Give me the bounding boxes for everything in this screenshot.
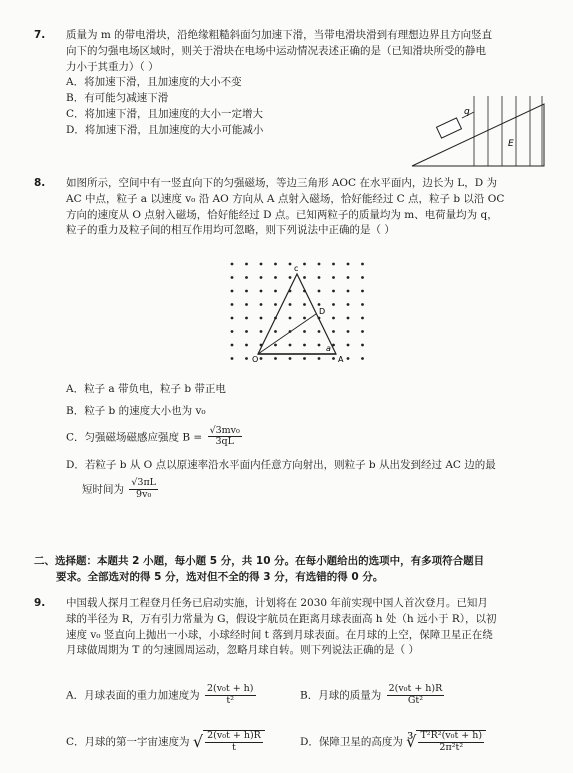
field-dot — [347, 344, 350, 347]
q9-option-a — [66, 684, 326, 707]
numerator: √3πL — [131, 477, 156, 489]
incline-field-figure — [408, 92, 548, 172]
q7-option-a: A．将加速下滑，且加速度的大小不变 — [66, 76, 242, 89]
field-dot — [231, 263, 234, 266]
q9-option-d-text: D．保障卫星的高度为 — [300, 735, 403, 748]
field-dot — [289, 263, 292, 266]
q8-stem-line-3: 方向的速度从 O 点射入磁场，恰好能经过 D 点。已知两粒子的质量均为 m、电荷量均为 q， — [66, 208, 498, 221]
field-dot — [347, 263, 350, 266]
field-dot — [303, 263, 306, 266]
figure-label-e: E — [508, 139, 514, 149]
field-dot — [361, 303, 364, 306]
field-dot — [332, 317, 335, 320]
q9-option-b-text: B．月球的质量为 — [300, 689, 382, 702]
sqrt: √ $\frac{\text{2(v₀t + h)R}}{t}$ — [193, 730, 265, 754]
field-dot — [303, 276, 306, 279]
field-dot — [245, 330, 248, 333]
numerator: √3mv₀ — [209, 424, 240, 436]
denominator: 9v₀ — [136, 489, 152, 501]
field-dot — [231, 344, 234, 347]
q9-option-a-text: A．月球表面的重力加速度为 — [66, 689, 200, 702]
q8-option-b: B．粒子 b 的速度大小也为 v₀ — [66, 404, 206, 417]
q7-stem-line-1: 质量为 m 的带电滑块，沿绝缘粗糙斜面匀加速下滑，当带电滑块滑到有理想边界且方向竖直 — [66, 29, 493, 41]
numerator: 2(v₀t + h) — [206, 683, 254, 694]
trajectory-b — [258, 314, 316, 354]
field-dot — [231, 290, 234, 293]
label-a: A — [338, 355, 344, 364]
field-dot — [347, 303, 350, 306]
fraction — [387, 684, 445, 707]
field-dot — [289, 276, 292, 279]
q7-option-d: D．将加速下滑，且加速度的大小可能减小 — [66, 123, 264, 136]
fraction — [129, 478, 158, 501]
label-o: O — [252, 355, 259, 364]
q8-stem-line-4: 粒子的重力及粒子间的相互作用均可忽略，则下列说法中正确的是（ ） — [66, 224, 395, 237]
q8-stem-line-1: 如图所示，空间中有一竖直向下的匀强磁场，等边三角形 AOC 在水平面内，边长为 L，D 为 — [66, 177, 497, 189]
q9-stem-line-4: 月球做周期为 T 的匀速圆周运动，忽略月球自转。则下列说法正确的是（ ） — [66, 644, 420, 657]
field-dot — [361, 317, 364, 320]
field-dot — [274, 263, 277, 266]
numerator: 2(v₀t + h)R — [388, 683, 443, 694]
triangle-magnetic-field-figure — [222, 256, 372, 368]
field-dot — [332, 263, 335, 266]
q9-option-b — [300, 684, 540, 707]
question-number: 8. — [34, 177, 46, 189]
fraction — [205, 731, 263, 754]
field-dot — [274, 330, 277, 333]
field-dot — [318, 276, 321, 279]
q8-option-c — [66, 426, 549, 449]
field-dot — [318, 344, 321, 347]
field-dot — [274, 344, 277, 347]
field-dot — [274, 290, 277, 293]
denominator: t — [232, 741, 236, 753]
q9-stem-line-2: 球的半径为 R，万有引力常量为 G，假设宇航员在距离月球表面高 h 处（h 远小于 R），以初 — [66, 612, 497, 625]
field-dot — [303, 317, 306, 320]
field-dot — [303, 303, 306, 306]
q9-option-c — [66, 730, 326, 754]
field-dot — [318, 290, 321, 293]
field-dot — [274, 276, 277, 279]
field-dot — [274, 357, 277, 360]
field-dot — [361, 344, 364, 347]
numerator: 2(v₀t + h)R — [207, 730, 261, 741]
fraction — [208, 426, 242, 449]
field-dot — [245, 276, 248, 279]
field-dot — [361, 290, 364, 293]
field-dot — [245, 303, 248, 306]
field-dot — [260, 357, 263, 360]
field-dot — [347, 276, 350, 279]
field-dot — [260, 330, 263, 333]
field-dot — [347, 290, 350, 293]
field-dot — [260, 317, 263, 320]
field-dot — [361, 276, 364, 279]
field-dot — [361, 330, 364, 333]
section-2-line-1: 二、选择题：本题共 2 小题，每小题 5 分，共 10 分。在每小题给出的选项中，有多项符合题目 — [34, 555, 485, 567]
question-number: 9. — [34, 597, 46, 609]
field-dot — [361, 263, 364, 266]
label-d: D — [319, 307, 326, 316]
q9-stem-line-1: 中国载人探月工程登月任务已启动实施，计划将在 2030 年前实现中国人首次登月。已知月 — [66, 597, 488, 609]
field-dot — [245, 357, 248, 360]
field-dot — [332, 303, 335, 306]
field-dot — [245, 290, 248, 293]
field-dot — [245, 263, 248, 266]
field-dot — [289, 357, 292, 360]
q8-options — [34, 382, 549, 501]
field-dot — [260, 290, 263, 293]
fraction — [418, 731, 484, 754]
field-dot — [318, 303, 321, 306]
cube-root: ∛ $\frac{\text{T²R²(v₀t + h)}}{\text{2π²t²}}$ — [406, 730, 486, 754]
field-dot — [231, 357, 234, 360]
field-dot — [231, 303, 234, 306]
field-dot — [303, 330, 306, 333]
field-dot — [245, 317, 248, 320]
field-dot — [289, 344, 292, 347]
field-dot — [318, 357, 321, 360]
field-dot — [318, 330, 321, 333]
q9-stem-line-3: 速度 v₀ 竖直向上抛出一小球，小球经时间 t 落到月球表面。在月球的上空，保障卫星正在绕 — [66, 628, 493, 641]
field-dot — [231, 276, 234, 279]
field-dot — [332, 276, 335, 279]
field-dot — [260, 263, 263, 266]
field-dot-grid — [231, 263, 364, 360]
fraction — [205, 684, 256, 707]
q9-option-d — [300, 730, 550, 754]
field-dot — [347, 317, 350, 320]
denominator: 2π²t² — [439, 741, 464, 753]
q7-option-b: B．有可能匀减速下滑 — [66, 92, 169, 104]
field-dot — [361, 357, 364, 360]
q9-option-c-text: C．月球的第一宇宙速度为 — [66, 735, 190, 748]
field-dot — [303, 344, 306, 347]
field-dot — [260, 276, 263, 279]
field-dot — [332, 290, 335, 293]
numerator: T²R²(v₀t + h) — [420, 730, 483, 741]
field-dot — [318, 263, 321, 266]
label-c: c — [294, 264, 299, 273]
label-particle-a: a — [326, 344, 331, 353]
question-9 — [34, 596, 549, 659]
q7-stem-line-3: 力小于其重力）（ ） — [66, 60, 159, 73]
denominator: Gt² — [407, 694, 424, 706]
q7-option-c: C．将加速下滑，且加速度的大小一定增大 — [66, 107, 264, 120]
section-2-line-2: 要求。全部选对的得 5 分，选对但不全的得 3 分，有选错的得 0 分。 — [56, 570, 384, 583]
field-dot — [347, 357, 350, 360]
field-dot — [260, 303, 263, 306]
q8-option-c-text: C．匀强磁场磁感应强度 B = — [66, 430, 203, 443]
q8-stem-line-2: AC 中点，粒子 a 以速度 v₀ 沿 AO 方向从 A 点射入磁场，恰好能经过 C 点，粒子 b 以沿 OC — [66, 192, 505, 205]
question-number: 7. — [34, 29, 46, 41]
denominator: 3qL — [215, 436, 234, 448]
field-dot — [245, 344, 248, 347]
figure-label-q: q — [464, 107, 470, 117]
section-2-header — [34, 554, 549, 586]
field-dot — [303, 357, 306, 360]
field-dot — [231, 330, 234, 333]
field-dot — [289, 303, 292, 306]
q8-option-d-cont — [66, 478, 549, 501]
denominator: t² — [226, 694, 235, 706]
q8-option-d: D．若粒子 b 从 O 点以原速率沿水平面内任意方向射出，则粒子 b 从出发到经过 AC 边的最 — [66, 459, 496, 472]
field-dot — [347, 330, 350, 333]
field-dot — [231, 317, 234, 320]
field-dot — [289, 317, 292, 320]
field-dot — [332, 330, 335, 333]
field-dot — [274, 303, 277, 306]
field-dot — [332, 357, 335, 360]
q8-option-d-text: 短时间为 — [82, 483, 124, 496]
q8-option-a: A．粒子 a 带负电，粒子 b 带正电 — [66, 383, 226, 395]
q7-stem-line-2: 向下的匀强电场区域时，则关于滑块在电场中运动情况表述正确的是（已知滑块所受的静电 — [66, 44, 486, 57]
question-8 — [34, 176, 549, 239]
